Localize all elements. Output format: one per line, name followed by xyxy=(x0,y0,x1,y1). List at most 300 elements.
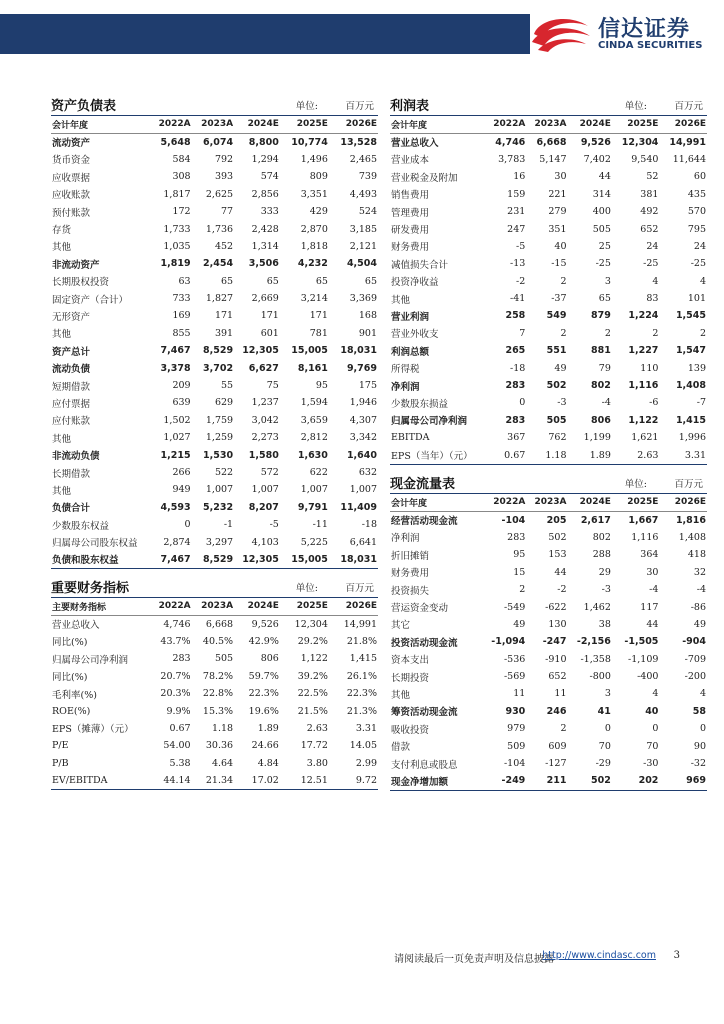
cell-value: 11 xyxy=(513,688,526,700)
cell-value: 19.6% xyxy=(248,705,279,717)
cell-value: 601 xyxy=(260,327,279,339)
cell-value: 2,669 xyxy=(251,293,279,305)
table-row xyxy=(51,685,378,702)
cell-value: 0 xyxy=(184,519,191,531)
cell-value: 2,625 xyxy=(205,188,234,200)
cell-value: 2 xyxy=(560,275,567,287)
table-row xyxy=(390,238,707,255)
cell-value: -127 xyxy=(545,758,567,770)
cell-value: 502 xyxy=(546,380,567,392)
cell-value: 15,005 xyxy=(291,553,328,565)
cell-value: 8,529 xyxy=(203,345,234,357)
cell-value: 652 xyxy=(640,223,659,235)
cell-value: 246 xyxy=(546,705,567,717)
cell-value: 21.3% xyxy=(346,705,377,717)
cell-value: 524 xyxy=(358,206,377,218)
cell-value: 13,528 xyxy=(340,136,377,148)
cell-value: 40 xyxy=(645,705,659,717)
row-label: 流动资产 xyxy=(52,138,91,150)
cell-value: 2 xyxy=(652,327,659,339)
cell-value: 3.31 xyxy=(355,722,377,734)
cell-value: 30 xyxy=(554,171,567,183)
key_metrics-title: 重要财务指标 xyxy=(51,581,130,596)
cell-value: 806 xyxy=(591,414,611,426)
cell-value: -1,505 xyxy=(624,636,659,648)
cell-value: 70 xyxy=(646,740,659,752)
cell-value: 3,214 xyxy=(300,293,328,305)
cell-value: 18,031 xyxy=(340,345,377,357)
table-header-row xyxy=(51,116,378,133)
cell-value: 308 xyxy=(172,171,191,183)
cell-value: 22.8% xyxy=(202,688,234,700)
cell-value: 14,991 xyxy=(343,618,377,630)
cell-value: 969 xyxy=(686,775,706,787)
cell-value: 4,232 xyxy=(297,258,328,270)
cell-value: 32 xyxy=(693,566,706,578)
cell-value: 25 xyxy=(598,240,611,252)
cell-value: 1,545 xyxy=(675,310,706,322)
cell-value: 29.2% xyxy=(297,635,328,647)
cell-value: 29 xyxy=(598,566,611,578)
row-label: 非流动负债 xyxy=(52,451,100,463)
row-label: 营业外收支 xyxy=(391,329,439,341)
row-label: 资本支出 xyxy=(391,655,430,667)
cell-value: -104 xyxy=(501,514,526,526)
table-row xyxy=(390,772,707,789)
row-label: 财务费用 xyxy=(391,242,430,254)
cell-value: 221 xyxy=(548,188,567,200)
cell-value: -4 xyxy=(601,397,611,409)
table-row xyxy=(51,186,378,203)
cell-value: 1,294 xyxy=(251,153,279,165)
cell-value: 4,307 xyxy=(349,414,377,426)
header-bar xyxy=(0,14,530,54)
cell-value: 117 xyxy=(640,601,659,613)
cell-value: 3.31 xyxy=(684,449,706,461)
cell-value: 509 xyxy=(507,740,526,752)
table-row xyxy=(51,499,378,516)
cell-value: -4 xyxy=(649,584,659,596)
cell-value: 901 xyxy=(358,327,377,339)
row-label: 其他 xyxy=(391,294,411,306)
column-header: 2025E xyxy=(280,598,329,615)
cell-value: 209 xyxy=(172,380,191,392)
cell-value: -3 xyxy=(601,584,611,596)
cell-value: 1,462 xyxy=(583,601,611,613)
cell-value: 283 xyxy=(505,380,526,392)
cash_flow-unit-label: 单位: xyxy=(624,479,647,490)
cell-value: 16 xyxy=(513,171,526,183)
cell-value: 2,856 xyxy=(251,188,279,200)
row-label: 营业利润 xyxy=(391,311,430,323)
cell-value: 1,827 xyxy=(205,293,234,305)
cell-value: -41 xyxy=(509,293,526,305)
cell-value: -30 xyxy=(643,758,659,770)
table-row xyxy=(51,307,378,324)
row-label: 其他 xyxy=(52,433,72,445)
cell-value: 9,526 xyxy=(251,618,279,630)
table-row xyxy=(390,564,707,581)
row-label: 归属母公司净利润 xyxy=(52,654,129,666)
cell-value: -622 xyxy=(545,601,567,613)
cell-value: 7,467 xyxy=(160,345,191,357)
row-label: EBITDA xyxy=(391,432,430,444)
cell-value: -86 xyxy=(690,601,706,613)
cell-value: 879 xyxy=(591,310,611,322)
cell-value: 809 xyxy=(309,171,328,183)
cell-value: 3,351 xyxy=(300,188,328,200)
table-header-row xyxy=(390,116,707,133)
table-row xyxy=(390,651,707,668)
cell-value: 1,224 xyxy=(628,310,659,322)
table-row xyxy=(390,616,707,633)
cell-value: -549 xyxy=(503,601,526,613)
cell-value: 65 xyxy=(315,275,328,287)
cell-value: 24.66 xyxy=(251,740,279,752)
cell-value: 95 xyxy=(513,549,526,561)
cell-value: 1,667 xyxy=(628,514,659,526)
cell-value: 44 xyxy=(554,566,567,578)
table-row xyxy=(390,359,707,376)
cell-value: 44 xyxy=(646,618,659,630)
table-row xyxy=(51,533,378,550)
cell-value: 8,207 xyxy=(248,501,279,513)
cell-value: 15,005 xyxy=(291,345,328,357)
table-row xyxy=(51,377,378,394)
cell-value: -18 xyxy=(509,362,526,374)
cell-value: -29 xyxy=(595,758,611,770)
cell-value: 1,530 xyxy=(203,449,234,461)
cell-value: 418 xyxy=(687,549,706,561)
cell-value: 17.02 xyxy=(251,775,279,787)
column-header: 2026E xyxy=(659,494,707,511)
cell-value: -904 xyxy=(682,636,706,648)
cell-value: 639 xyxy=(172,397,191,409)
cell-value: -3 xyxy=(557,397,567,409)
table-row xyxy=(390,581,707,598)
cell-value: 351 xyxy=(548,223,567,235)
row-label: 长期投资 xyxy=(391,672,430,684)
row-label: 经营活动现金流 xyxy=(391,516,458,528)
cell-value: 0 xyxy=(519,397,526,409)
row-label: 吸收投资 xyxy=(391,724,430,736)
cell-value: -247 xyxy=(542,636,567,648)
cell-value: 2.63 xyxy=(637,449,659,461)
cell-value: -4 xyxy=(696,584,706,596)
cell-value: 4,746 xyxy=(163,618,191,630)
cell-value: 492 xyxy=(640,206,659,218)
column-header: 2024E xyxy=(234,598,280,615)
row-label: ROE(%) xyxy=(52,705,91,717)
income_statement-title: 利润表 xyxy=(390,99,430,114)
cell-value: 11,409 xyxy=(340,501,377,513)
cell-value: 12,305 xyxy=(242,553,279,565)
cell-value: 4.84 xyxy=(257,757,279,769)
cell-value: 6,074 xyxy=(203,136,234,148)
table-row xyxy=(390,755,707,772)
cell-value: 14.05 xyxy=(349,740,377,752)
cell-value: 1,640 xyxy=(346,449,377,461)
cell-value: 1,502 xyxy=(163,414,191,426)
cell-value: 574 xyxy=(260,171,279,183)
cell-value: -7 xyxy=(696,397,706,409)
cell-value: 49 xyxy=(513,618,526,630)
cell-value: 4 xyxy=(652,688,659,700)
row-label: 长期借款 xyxy=(52,468,91,480)
cell-value: -569 xyxy=(503,671,526,683)
table-row xyxy=(51,359,378,376)
cell-value: 283 xyxy=(505,414,526,426)
table-row xyxy=(51,429,378,446)
cell-value: -200 xyxy=(684,671,706,683)
cell-value: 0.67 xyxy=(504,449,526,461)
column-header: 2025E xyxy=(280,116,329,133)
cell-value: 139 xyxy=(687,362,706,374)
cell-value: 42.9% xyxy=(248,635,279,647)
income_statement-unit-value: 百万元 xyxy=(674,101,703,112)
column-header: 2022A xyxy=(485,494,526,511)
table-row xyxy=(51,668,378,685)
column-header: 2022A xyxy=(149,116,192,133)
column-header: 主要财务指标 xyxy=(51,598,149,615)
table-header-row xyxy=(51,598,378,615)
cell-value: 79 xyxy=(598,362,611,374)
cell-value: -1,358 xyxy=(580,653,611,665)
cell-value: 202 xyxy=(638,775,659,787)
row-label: 财务费用 xyxy=(391,568,430,580)
cell-value: 1,415 xyxy=(675,414,706,426)
cell-value: 333 xyxy=(260,206,279,218)
cell-value: 168 xyxy=(358,310,377,322)
table-row xyxy=(51,772,378,789)
cell-value: 979 xyxy=(507,723,526,735)
table-row xyxy=(390,220,707,237)
cell-value: 572 xyxy=(260,467,279,478)
row-label: 长期股权投资 xyxy=(52,277,110,289)
cell-value: 43.7% xyxy=(160,635,191,647)
row-label: 现金净增加额 xyxy=(391,776,449,788)
column-header: 会计年度 xyxy=(390,494,485,511)
cinda-logo-icon xyxy=(530,12,594,54)
cell-value: 3 xyxy=(604,688,611,700)
row-label: P/B xyxy=(52,757,69,769)
cell-value: -25 xyxy=(595,258,611,270)
cell-value: 3,369 xyxy=(349,293,377,305)
cell-value: 9,526 xyxy=(580,136,611,148)
cell-value: 52 xyxy=(646,171,659,183)
table-row xyxy=(390,703,707,720)
cell-value: -910 xyxy=(545,653,567,665)
cell-value: 9.72 xyxy=(355,775,377,787)
cash_flow-title-bar xyxy=(390,474,707,494)
cell-value: 4 xyxy=(652,275,659,287)
cell-value: 110 xyxy=(640,362,659,374)
cell-value: 0 xyxy=(604,723,611,735)
cell-value: -15 xyxy=(551,258,567,270)
cell-value: -18 xyxy=(361,519,377,531)
cell-value: 1,122 xyxy=(628,414,659,426)
cell-value: 949 xyxy=(172,484,191,496)
table-row xyxy=(390,511,707,528)
cell-value: 10,774 xyxy=(291,136,328,148)
cell-value: 2 xyxy=(699,327,706,339)
cell-value: 60 xyxy=(693,171,706,183)
cell-value: 0 xyxy=(652,723,659,735)
column-header: 会计年度 xyxy=(51,116,149,133)
cell-value: 1,408 xyxy=(678,531,706,543)
cell-value: 65 xyxy=(266,275,279,287)
cell-value: 5.38 xyxy=(169,757,191,769)
table-row xyxy=(51,220,378,237)
cell-value: 3 xyxy=(604,275,611,287)
income_statement-bottom-rule xyxy=(390,464,707,465)
cell-value: 9,540 xyxy=(631,153,659,165)
row-label: 减值损失合计 xyxy=(391,259,449,271)
cell-value: 314 xyxy=(592,188,611,200)
row-label: 营业总收入 xyxy=(52,620,100,632)
cell-value: 435 xyxy=(687,188,706,200)
cell-value: 15 xyxy=(513,566,526,578)
cell-value: 5,147 xyxy=(539,153,567,165)
row-label: 流动负债 xyxy=(52,364,91,376)
cell-value: 739 xyxy=(358,171,377,183)
cell-value: 17.72 xyxy=(300,740,328,752)
cell-value: 1,547 xyxy=(675,345,706,357)
column-header: 2026E xyxy=(329,598,378,615)
column-header: 2023A xyxy=(526,116,567,133)
cell-value: 2 xyxy=(560,327,567,339)
cell-value: 1,007 xyxy=(300,484,328,496)
key_metrics-unit-value: 百万元 xyxy=(345,583,374,594)
cell-value: 1,314 xyxy=(251,240,279,252)
cell-value: 7,467 xyxy=(160,553,191,565)
cell-value: 3,702 xyxy=(203,362,234,374)
cell-value: 5,648 xyxy=(160,136,191,148)
cell-value: 1,116 xyxy=(628,380,659,392)
footer-link[interactable]: http://www.cindasc.com xyxy=(542,950,656,961)
cell-value: 1.18 xyxy=(545,449,567,461)
row-label: 其它 xyxy=(391,620,411,632)
row-label: 借款 xyxy=(391,742,411,754)
table-row xyxy=(51,720,378,737)
table-row xyxy=(51,615,378,632)
cell-value: 22.5% xyxy=(297,688,328,700)
cell-value: 6,668 xyxy=(205,618,234,630)
cell-value: 1,007 xyxy=(251,484,279,496)
cell-value: -800 xyxy=(589,671,611,683)
cell-value: 1,237 xyxy=(251,397,279,409)
cell-value: 171 xyxy=(309,310,328,322)
row-label: 投资活动现金流 xyxy=(391,637,458,649)
cell-value: 130 xyxy=(548,618,567,630)
cell-value: 1,408 xyxy=(675,380,706,392)
cell-value: 2.99 xyxy=(355,757,377,769)
table-row xyxy=(390,325,707,342)
row-label: 营业成本 xyxy=(391,155,430,167)
row-label: 存货 xyxy=(52,225,72,237)
cell-value: 78.2% xyxy=(202,670,234,682)
cell-value: 1,027 xyxy=(163,432,191,444)
row-label: 归属母公司股东权益 xyxy=(52,538,138,550)
row-label: 应收账款 xyxy=(52,190,91,202)
cell-value: 4 xyxy=(699,688,706,700)
row-label: 净利润 xyxy=(391,533,420,545)
key_metrics-table xyxy=(51,598,378,789)
cell-value: 3,506 xyxy=(248,258,279,270)
column-header: 2024E xyxy=(234,116,280,133)
cell-value: 930 xyxy=(505,705,526,717)
cell-value: 8,161 xyxy=(297,362,328,374)
row-label: 营业总收入 xyxy=(391,138,439,150)
table-row xyxy=(51,273,378,290)
cell-value: 1,415 xyxy=(349,653,377,665)
table-row xyxy=(390,720,707,737)
column-header: 2023A xyxy=(526,494,567,511)
cell-value: 14,991 xyxy=(669,136,706,148)
cell-value: 367 xyxy=(507,432,526,444)
cell-value: 1,116 xyxy=(631,531,659,543)
column-header: 2022A xyxy=(485,116,526,133)
cell-value: 58 xyxy=(692,705,706,717)
cell-value: -2,156 xyxy=(576,636,611,648)
table-row xyxy=(51,650,378,667)
cell-value: 855 xyxy=(172,327,191,339)
cell-value: 3,378 xyxy=(160,362,191,374)
row-label: 投资净收益 xyxy=(391,277,439,289)
table-row xyxy=(51,325,378,342)
cell-value: -249 xyxy=(501,775,526,787)
balance_sheet-title: 资产负债表 xyxy=(51,99,117,114)
cell-value: 258 xyxy=(505,310,526,322)
cell-value: 5,232 xyxy=(203,501,234,513)
cell-value: -5 xyxy=(516,240,526,252)
cell-value: 400 xyxy=(592,206,611,218)
cell-value: 169 xyxy=(172,310,191,322)
cell-value: 15.3% xyxy=(202,705,234,717)
table-row xyxy=(51,633,378,650)
cell-value: 22.3% xyxy=(346,688,377,700)
cell-value: 1,259 xyxy=(205,432,234,444)
cell-value: 21.34 xyxy=(205,775,234,787)
cell-value: 629 xyxy=(214,397,234,409)
cell-value: 1.89 xyxy=(589,449,611,461)
row-label: 无形资产 xyxy=(52,311,91,323)
cell-value: 391 xyxy=(214,327,234,339)
table-row xyxy=(51,238,378,255)
cell-value: -13 xyxy=(509,258,526,270)
column-header: 2023A xyxy=(192,598,235,615)
table-row xyxy=(51,446,378,463)
cell-value: 288 xyxy=(592,549,611,561)
page-number: 3 xyxy=(673,950,680,961)
cell-value: 6,641 xyxy=(349,536,377,548)
cell-value: 1,227 xyxy=(628,345,659,357)
table-row xyxy=(51,481,378,498)
table-row xyxy=(51,290,378,307)
column-header: 2022A xyxy=(149,598,192,615)
cell-value: 795 xyxy=(687,223,706,235)
cell-value: -32 xyxy=(690,758,706,770)
row-label: EPS（摊薄）（元） xyxy=(52,724,134,736)
table-row xyxy=(390,668,707,685)
table-row xyxy=(390,186,707,203)
row-label: 固定资产（合计） xyxy=(52,294,129,306)
cell-value: 2,121 xyxy=(349,240,377,252)
cell-value: 1,996 xyxy=(678,432,706,444)
table-row xyxy=(390,290,707,307)
cell-value: 38 xyxy=(598,618,611,630)
table-row xyxy=(390,377,707,394)
